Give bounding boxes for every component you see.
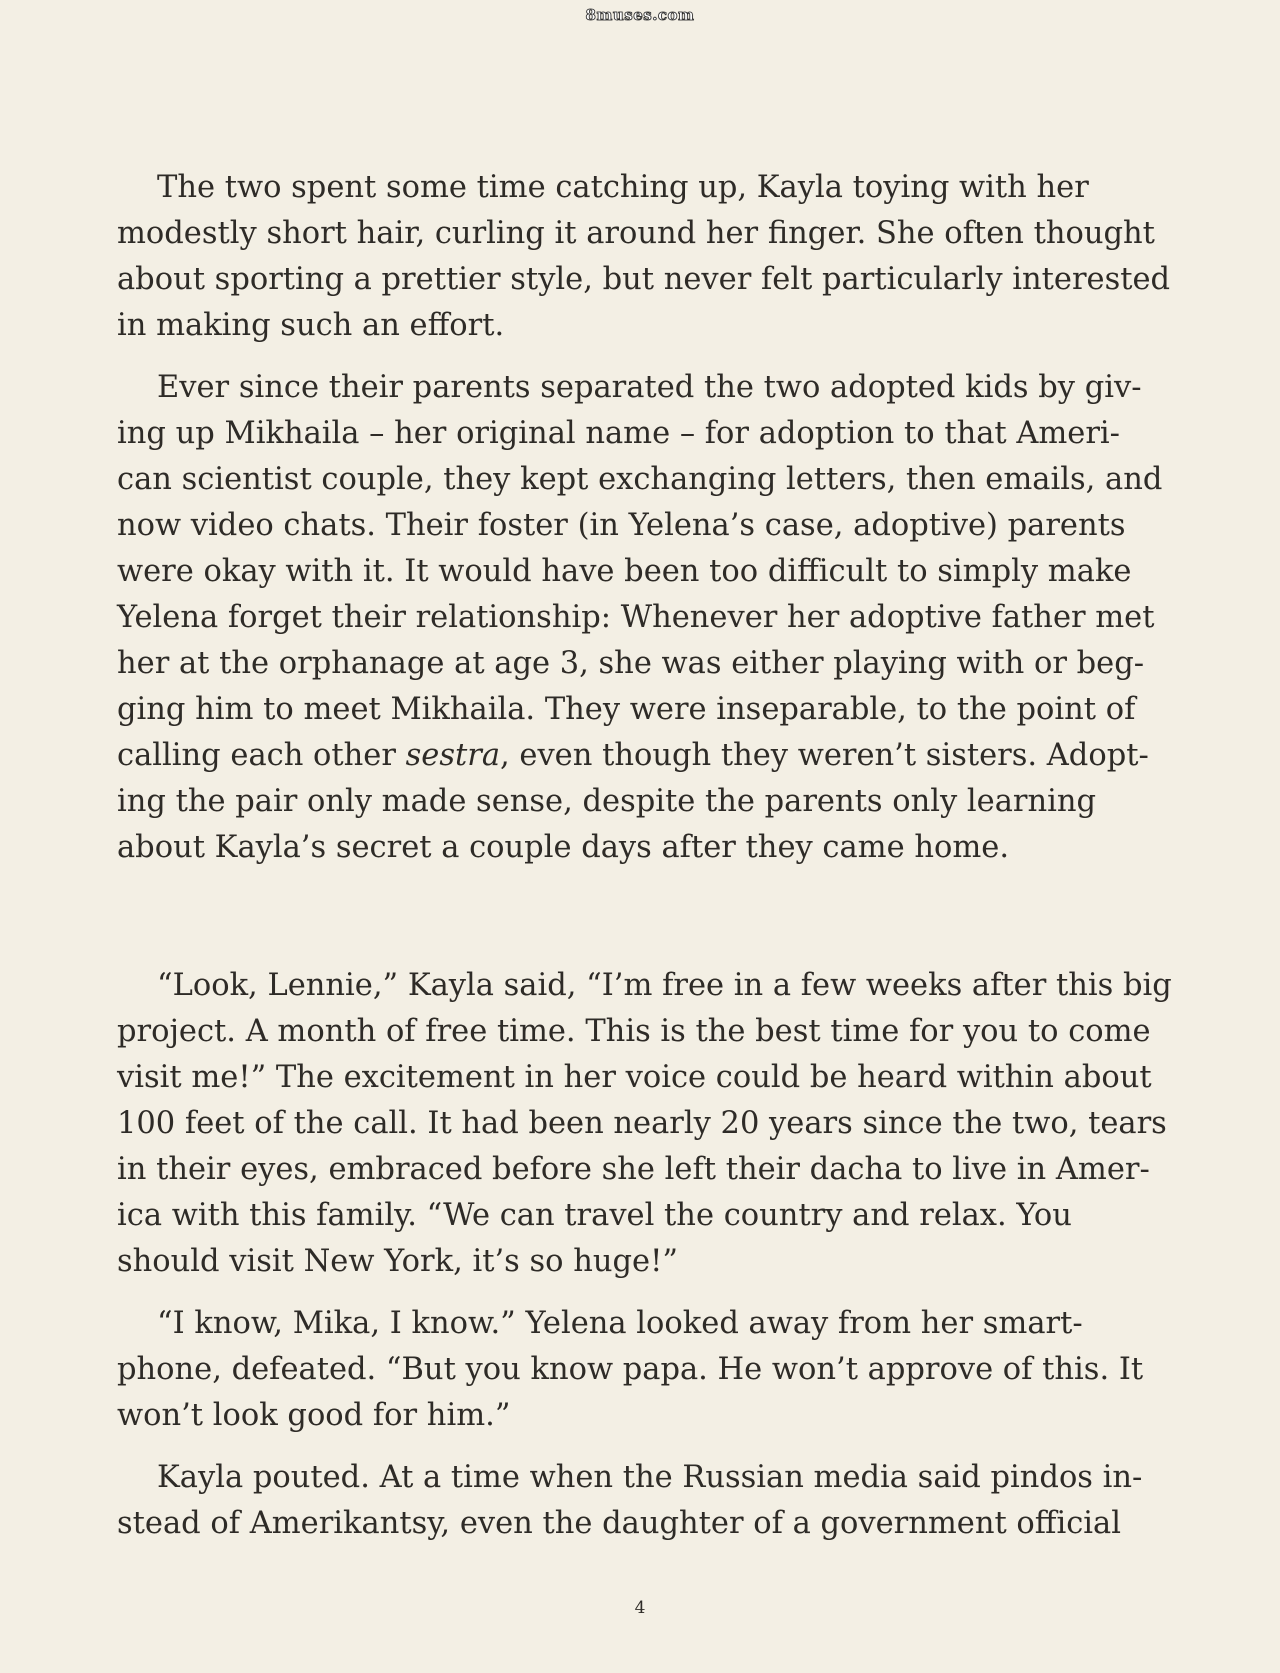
text-line: Yelena forget their relationship: Whenever her adoptive father met	[117, 600, 1155, 635]
text-line: won’t look good for him.”	[117, 1398, 511, 1433]
text-column	[117, 165, 1172, 1547]
text-line: about sporting a prettier style, but never felt particularly interested	[117, 262, 1171, 297]
text-line: ing up Mikhaila – her original name – for adoption to that Ameri-	[117, 416, 1120, 451]
text-line: ica with this family. “We can travel the country and relax. You	[117, 1198, 1072, 1233]
text-line: “Look, Lennie,” Kayla said, “I’m free in a few weeks after this big	[157, 968, 1172, 1003]
text-line-with-italic: calling each other sestra, even though they weren’t sisters. Adopt-	[117, 738, 1149, 773]
text-line: ging him to meet Mikhaila. They were inseparable, to the point of	[117, 692, 1136, 727]
italic-word: sestra	[405, 738, 501, 773]
watermark-logo: 8muses.com	[585, 6, 695, 24]
text-line: about Kayla’s secret a couple days after they came home.	[117, 830, 1010, 865]
text-line: modestly short hair, curling it around her finger. She often thought	[117, 216, 1155, 251]
paragraph	[117, 165, 1171, 349]
paragraph	[117, 1301, 1166, 1439]
text-line: 100 feet of the call. It had been nearly 20 years since the two, tears	[117, 1106, 1167, 1141]
text-line: “I know, Mika, I know.” Yelena looked away from her smart-	[157, 1306, 1083, 1341]
text-line: The two spent some time catching up, Kayla toying with her	[157, 170, 1089, 205]
text-line: can scientist couple, they kept exchanging letters, then emails, and	[117, 462, 1163, 497]
text-line: ing the pair only made sense, despite the parents only learning	[117, 784, 1097, 819]
text-line: now video chats. Their foster (in Yelena’s case, adoptive) parents	[117, 508, 1126, 543]
text-line: phone, defeated. “But you know papa. He won’t approve of this. It	[117, 1352, 1144, 1387]
text-line: project. A month of free time. This is the best time for you to come	[117, 1014, 1151, 1049]
paragraph	[117, 365, 1166, 871]
text-line: should visit New York, it’s so huge!”	[117, 1244, 678, 1279]
text-line: Kayla pouted. At a time when the Russian media said pindos in-	[157, 1460, 1143, 1495]
text-line: her at the orphanage at age 3, she was either playing with or beg-	[117, 646, 1145, 681]
text-line: were okay with it. It would have been too difficult to simply make	[117, 554, 1132, 589]
text-line: Ever since their parents separated the two adopted kids by giv-	[157, 370, 1142, 405]
text-line: in their eyes, embraced before she left their dacha to live in Amer-	[117, 1152, 1150, 1187]
text-line: in making such an effort.	[117, 308, 505, 343]
paragraph	[117, 1455, 1166, 1547]
page-number: 4	[634, 1598, 646, 1618]
text-line: stead of Amerikantsy, even the daughter of a government official	[117, 1506, 1121, 1541]
text-line: visit me!” The excitement in her voice could be heard within about	[117, 1060, 1152, 1095]
paragraph	[117, 963, 1172, 1285]
